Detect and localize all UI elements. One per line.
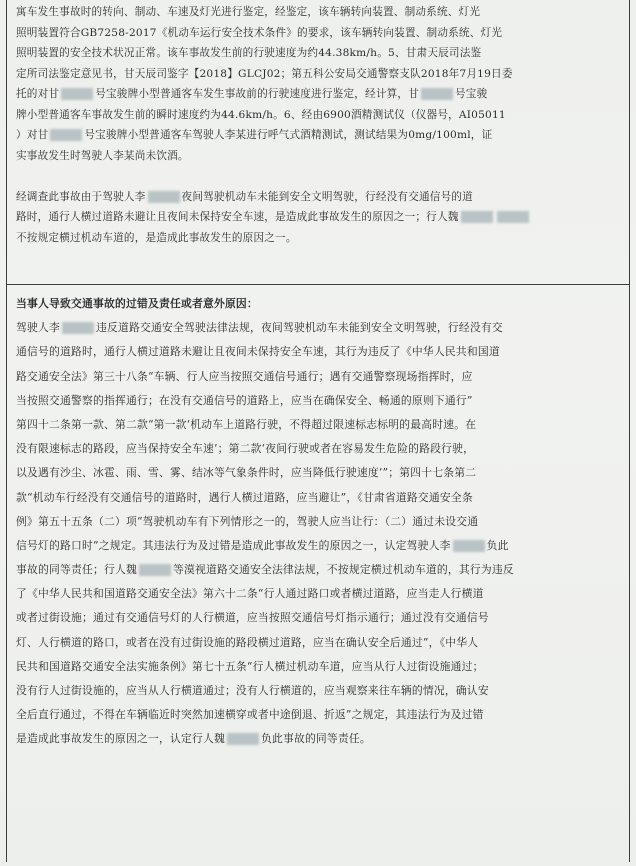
redacted-name <box>227 733 259 745</box>
text-span: 当按照交通警察的指挥通行；在没有交通信号的道路上，应当在确保安全、畅通的原则下通行” <box>16 393 473 407</box>
text-line <box>16 582 622 606</box>
text-line <box>16 23 622 44</box>
text-span: 夜间驾驶机动车未能到安全文明驾驶，行经没有交通信号的道 <box>181 190 473 203</box>
text-span: 经调查此事故由于驾驶人李 <box>16 190 146 203</box>
text-span: 款“机动车行经没有交通信号的道路时，遇行人横过道路，应当避让”，《甘肃省道路交通安全条 <box>16 490 473 504</box>
text-line <box>16 166 622 187</box>
text-span: 号宝骏牌小型普通客车驾驶人李某进行呼气式酒精测试，测试结果为0mg/100ml，证 <box>84 129 493 141</box>
text-line <box>16 84 622 105</box>
text-line <box>16 146 622 167</box>
text-span: 第四十二条第一款、第二款“第一款‘机动车上道路行驶，不得超过限速标志标明的最高时速。在 <box>16 417 477 431</box>
text-line <box>16 558 622 582</box>
text-line <box>16 125 622 146</box>
text-span: 是造成此事故发生的原因之一，认定行人魏 <box>16 732 225 746</box>
text-line <box>16 316 622 340</box>
text-line <box>16 105 622 126</box>
text-line <box>16 534 622 558</box>
text-span: 通信号的道路时，通行人横过道路未避让且夜间未保持安全车速，其行为违反了《中华人民共和国道 <box>16 345 500 359</box>
text-line <box>16 655 622 679</box>
text-line <box>16 389 622 413</box>
text-span: 全后直行通过，不得在车辆临近时突然加速横穿或者中途倒退、折返”之规定，其违法行为及过错 <box>16 708 484 722</box>
redacted-name <box>497 211 529 223</box>
text-span: 信号灯的路口时”之规定。其违法行为及过错是造成此事故发生的原因之一，认定驾驶人李 <box>16 538 451 552</box>
text-line <box>16 606 622 630</box>
text-line <box>16 631 622 655</box>
responsibility-section <box>16 292 622 752</box>
text-span: 不按规定横过机动车道的，是造成此事故发生的原因之一。 <box>16 231 297 244</box>
text-span: 号宝骏 <box>455 88 488 100</box>
text-span: 寓车发生事故时的转向、制动、车速及灯光进行鉴定，经鉴定，该车辆转向装置、制动系统、灯光 <box>16 6 481 18</box>
text-span: 没有行人过街设施的，应当从人行横道通过；没有人行横道的，应当观察来往车辆的情况，确认安 <box>16 684 489 697</box>
text-span: 没有限速标志的路段，应当保持安全车速’；第二款‘夜间行驶或者在容易发生危险的路段行驶， <box>16 442 475 456</box>
text-line <box>16 461 622 485</box>
text-span: 或者过街设施；通过有交通信号灯的人行横道，应当按照交通信号灯指示通行；通过没有交通信号 <box>16 611 489 625</box>
text-line <box>16 679 622 703</box>
text-line <box>16 340 622 364</box>
text-span: ）对甘 <box>16 129 49 141</box>
text-span: 负此事故的同等责任。 <box>260 732 371 746</box>
text-line <box>16 486 622 510</box>
redacted-name <box>139 564 171 576</box>
text-span: 定所司法鉴定意见书，甘天辰司鉴字【2018】GLCJ02；第五科公安局交通警察支队2018年7月19日委 <box>16 67 513 80</box>
text-span: 托的对甘 <box>16 88 60 100</box>
redacted-name <box>62 322 94 334</box>
text-span: 灯、人行横道的路口，或者在没有过街设施的路段横过道路，应当在确认安全后通过”，《中华人 <box>16 635 479 649</box>
text-span: 等漠视道路交通安全法律法规，不按规定横过机动车道的，其行为违反 <box>172 563 514 577</box>
text-span: 负此 <box>486 538 509 552</box>
redacted-name <box>50 129 82 141</box>
text-line <box>16 2 622 23</box>
text-span: 路时，通行人横过道路未避让且夜间未保持安全车速，是造成此事故发生的原因之一；行人魏 <box>16 211 459 223</box>
text-span: 违反道路交通安全驾驶法律法规，夜间驾驶机动车未能到安全文明驾驶，行经没有交 <box>96 321 503 335</box>
redacted-name <box>421 88 453 100</box>
text-span: 驾驶人李 <box>16 321 60 335</box>
text-span: 了《中华人民共和国道路交通安全法》第六十二条“行人通过路口或者横过道路，应当走人行横道 <box>16 587 484 601</box>
text-span: 路交通安全法》第三十八条“车辆、行人应当按照交通信号通行；遇有交通警察现场指挥时，应 <box>16 369 473 383</box>
text-line <box>16 187 622 208</box>
section-divider <box>6 284 630 285</box>
text-span: 民共和国道路交通安全法实施条例》第七十五条“行人横过机动车道，应当从行人过街设施通过； <box>16 659 484 673</box>
text-line <box>16 64 622 85</box>
text-span: 以及遇有沙尘、冰雹、雨、雪、雾、结冰等气象条件时，应当降低行驶速度’”；第四十七条第二 <box>16 466 477 480</box>
text-line <box>16 413 622 437</box>
redacted-name <box>461 211 493 223</box>
section-heading: 当事人导致交通事故的过错及责任或者意外原因： <box>16 297 258 310</box>
text-span: 事故的同等责任；行人魏 <box>16 563 137 577</box>
text-line <box>16 228 622 249</box>
text-line <box>16 437 622 461</box>
text-line <box>16 207 622 228</box>
text-line <box>16 365 622 389</box>
accident-facts-section <box>16 2 622 248</box>
text-line <box>16 510 622 534</box>
text-span: 例》第五十五条（二）项“驾驶机动车有下列情形之一的，驾驶人应当让行：（二）通过未设交通 <box>16 514 479 528</box>
redacted-name <box>453 540 485 552</box>
text-span: 牌小型普通客车事故发生前的瞬时速度约为44.6km/h。6、经由6900酒精测试仪（仪器号，AI05011 <box>16 108 506 121</box>
text-line <box>16 703 622 727</box>
text-line <box>16 43 622 64</box>
redacted-name <box>61 88 93 100</box>
text-line <box>16 727 622 751</box>
text-span: 照明装置的安全技术状况正常。该车事故发生前的行驶速度为约44.38km/h。5、甘肃天辰司法鉴 <box>16 47 482 59</box>
text-span: 实事故发生时驾驶人李某尚未饮酒。 <box>16 149 189 162</box>
redacted-name <box>148 191 180 203</box>
text-span: 照明装置符合GB7258-2017《机动车运行安全技术条件》的要求，该车辆转向装置、制动系统、灯光 <box>16 26 503 39</box>
text-span: 号宝骏牌小型普通客车发生事故前的行驶速度进行鉴定，经计算，甘 <box>95 88 419 100</box>
